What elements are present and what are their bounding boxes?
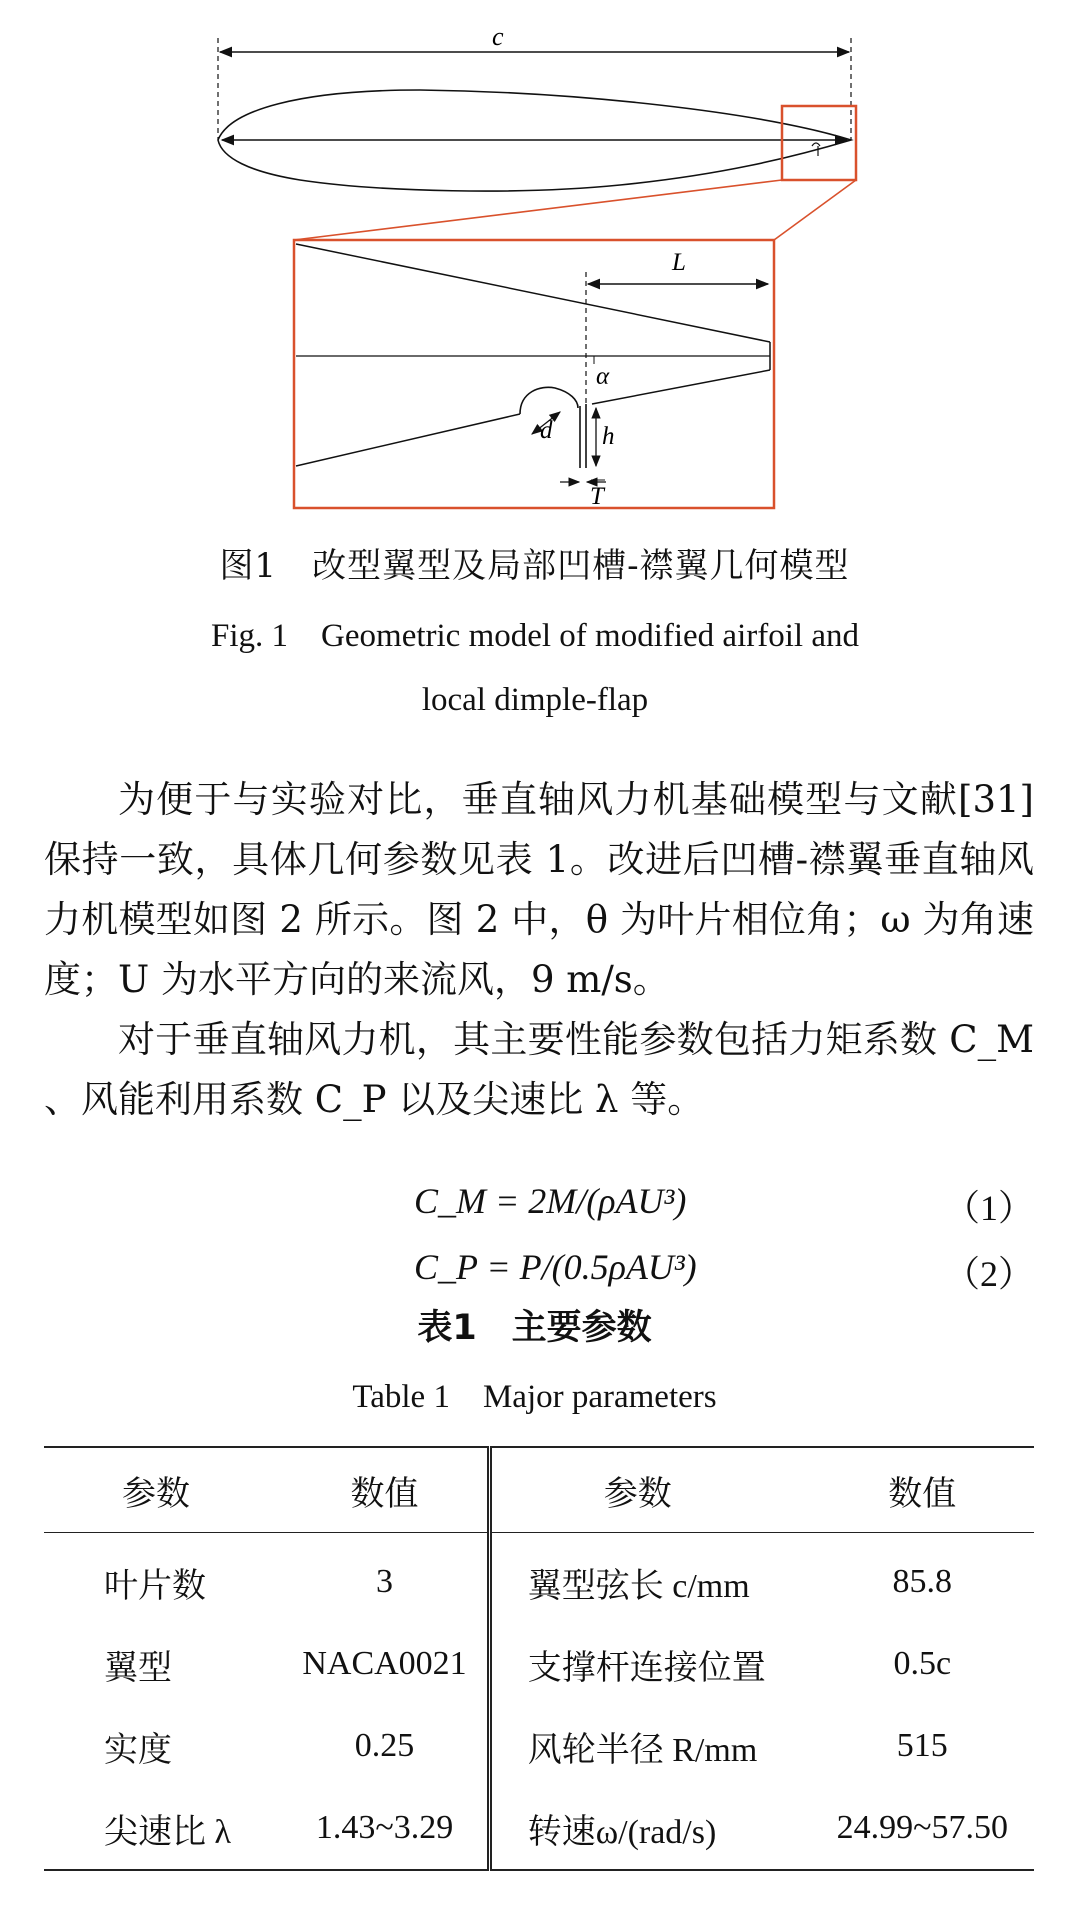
table-cell: 24.99~57.50 <box>836 1809 1008 1846</box>
table-row <box>44 1705 1034 1787</box>
table-row <box>44 1787 1034 1870</box>
table-cell: 风轮半径 R/mm <box>489 1705 810 1787</box>
zoomed-detail-box <box>294 240 774 508</box>
thickness-label: T <box>590 483 604 510</box>
dimple-label: d <box>540 417 553 444</box>
zoomed-detail-view <box>294 240 774 510</box>
table-cell: 0.5c <box>893 1645 952 1682</box>
table-title-english: Table 1 Major parameters <box>352 1379 717 1415</box>
table-row <box>44 1623 1034 1705</box>
table-header-cell: 参数 <box>489 1447 810 1533</box>
parameters-table <box>44 1446 1034 1871</box>
equation-expression: C_M = 2M/(ρAU³) <box>414 1181 687 1221</box>
table-row <box>44 1533 1034 1624</box>
table-cell: 3 <box>376 1563 394 1600</box>
table-cell: 支撑杆连接位置 <box>489 1623 810 1705</box>
table-cell: 翼型弦长 c/mm <box>489 1533 810 1624</box>
airfoil-geometry-figure <box>0 0 1069 540</box>
chord-label: c <box>492 22 504 51</box>
equation-1 <box>44 1172 1034 1232</box>
table-title-chinese: 表1 主要参数 <box>417 1308 652 1348</box>
figure-caption-chinese: 图1 改型翼型及局部凹槽-襟翼几何模型 <box>219 546 850 586</box>
equation-number: （1） <box>943 1188 1034 1228</box>
table-cell: NACA0021 <box>302 1645 467 1682</box>
table-cell: 1.43~3.29 <box>315 1809 454 1846</box>
body-paragraph: 为便于与实验对比，垂直轴风力机基础模型与文献[31]保持一致，具体几何参数见表 1。改进后凹槽-襟翼垂直轴风力机模型如图 2 所示。图 2 中，θ 为叶片相位角；ω 为角速度；U 为水平方向的来流风，9 m/s。 <box>44 778 1034 1001</box>
equation-expression: C_P = P/(0.5ρAU³) <box>414 1247 697 1287</box>
table-cell: 实度 <box>104 1731 172 1769</box>
airfoil-full-view <box>218 22 856 240</box>
equation-number: （2） <box>943 1254 1034 1294</box>
dimple-shape <box>520 387 578 414</box>
table-header-row <box>44 1447 1034 1533</box>
table-cell: 515 <box>896 1727 948 1764</box>
angle-label: α <box>596 363 610 390</box>
table-header-cell: 参数 <box>122 1475 190 1513</box>
height-label: h <box>602 423 615 450</box>
body-paragraph: 对于垂直轴风力机，其主要性能参数包括力矩系数 C_M 、风能利用系数 C_P 以及尖速比 λ 等。 <box>44 1018 1034 1121</box>
equation-2 <box>44 1238 1034 1298</box>
length-label: L <box>672 249 686 276</box>
table-cell: 0.25 <box>354 1727 415 1764</box>
table-header-cell: 数值 <box>350 1475 419 1513</box>
table-cell: 尖速比 λ <box>104 1813 231 1851</box>
trailing-edge-highlight-box <box>782 106 856 180</box>
table-cell: 85.8 <box>892 1563 953 1600</box>
table-cell: 叶片数 <box>104 1567 206 1605</box>
table-cell: 翼型 <box>104 1649 172 1687</box>
table-cell: 转速ω/(rad/s) <box>489 1787 810 1870</box>
table-header-cell: 数值 <box>888 1475 957 1513</box>
figure-caption-english: Fig. 1 Geometric model of modified airfoil and local dimple-flap <box>211 618 859 718</box>
